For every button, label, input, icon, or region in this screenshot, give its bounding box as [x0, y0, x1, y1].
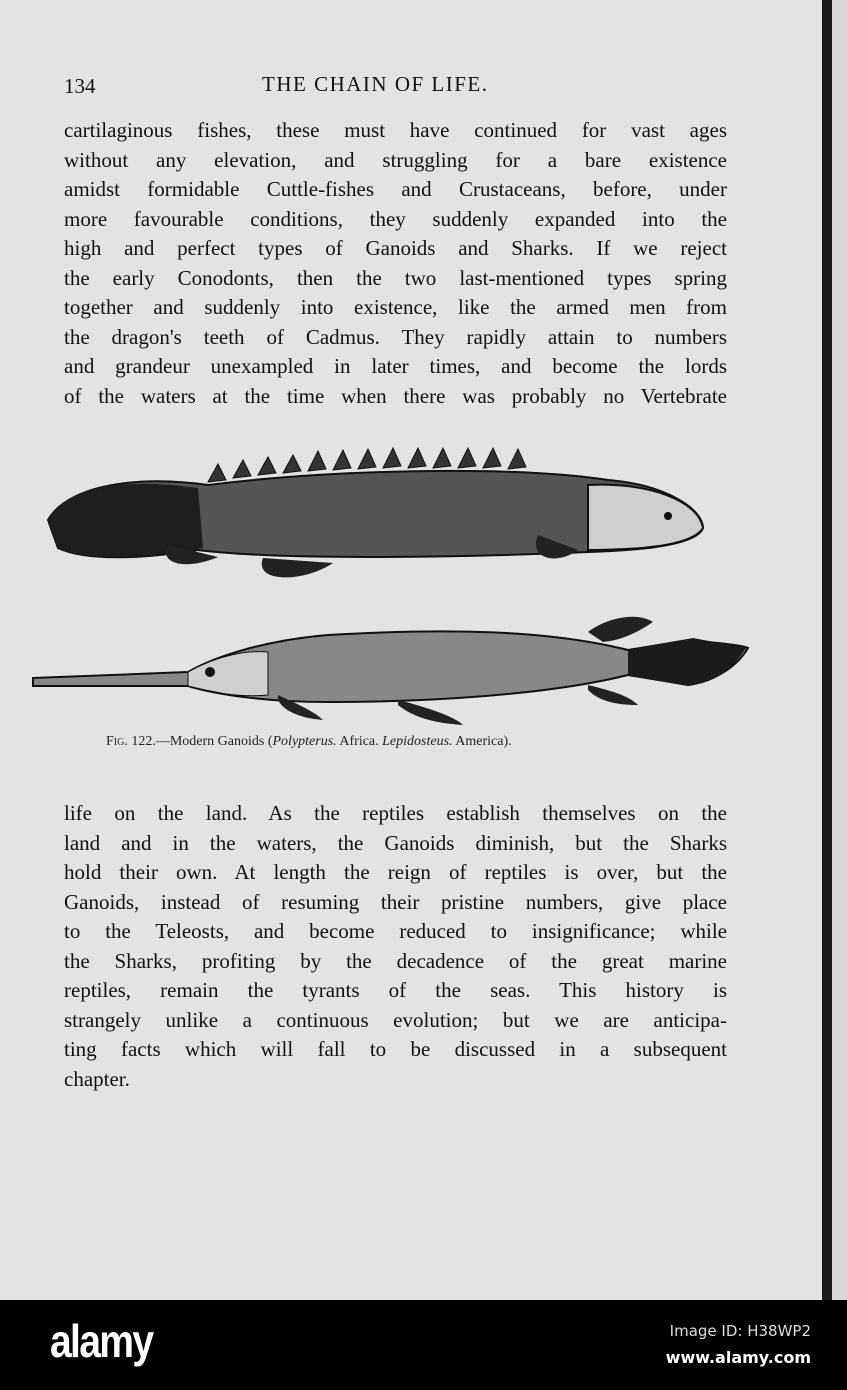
text-line: chapter. — [64, 1066, 130, 1091]
watermark-bar — [0, 1300, 847, 1390]
caption-place: Africa. — [336, 734, 383, 749]
text-line: the early Conodonts, then the two last-mentioned types spring — [64, 265, 727, 290]
page-edge — [822, 0, 832, 1300]
text-line: strangely unlike a continuous evolution; but we are anticipa- — [64, 1007, 727, 1032]
text-line: life on the land. As the reptiles establish themselves on the — [64, 801, 727, 825]
text-line: cartilaginous fishes, these must have continued for vast ages — [64, 118, 727, 142]
text-line: hold their own. At length the reign of reptiles is over, but the — [64, 860, 727, 884]
text-line: Ganoids, instead of resuming their pristine numbers, give place — [64, 889, 727, 914]
page-margin — [832, 0, 847, 1300]
caption-genus: Lepidosteus. — [382, 734, 453, 749]
lepidosteus-drawing — [33, 617, 748, 725]
alamy-logo: alamy — [50, 1315, 153, 1367]
text-line: the Sharks, profiting by the decadence of the great marine — [64, 948, 727, 973]
text-line: together and suddenly into existence, like the armed men from — [64, 295, 727, 319]
figure-caption — [106, 734, 512, 750]
caption-genus: Polypterus. — [272, 734, 337, 749]
text-line: more favourable conditions, they suddenly expanded into the — [64, 206, 727, 231]
text-line: high and perfect types of Ganoids and Sharks. If we reject — [64, 236, 727, 260]
text-line: without any elevation, and struggling for a bare existence — [64, 147, 727, 172]
text-line: ting facts which will fall to be discussed in a subsequent — [64, 1037, 727, 1061]
fish-illustration — [28, 440, 758, 730]
text-line: the dragon's teeth of Cadmus. They rapidly attain to numbers — [64, 324, 727, 349]
text-line: to the Teleosts, and become reduced to insignificance; while — [64, 919, 727, 943]
running-title: THE CHAIN OF LIFE. — [262, 72, 489, 96]
text-line: land and in the waters, the Ganoids diminish, but the Sharks — [64, 830, 727, 855]
page-number: 134 — [64, 74, 96, 98]
text-line: and grandeur unexampled in later times, and become the lords — [64, 354, 727, 378]
site-url: www.alamy.com — [665, 1348, 811, 1367]
text-line: reptiles, remain the tyrants of the seas. This history is — [64, 978, 727, 1002]
polypterus-drawing — [48, 448, 703, 577]
image-id: Image ID: H38WP2 — [669, 1322, 811, 1340]
text-line: amidst formidable Cuttle-fishes and Crustaceans, before, under — [64, 177, 727, 201]
caption-place: America). — [452, 734, 512, 749]
text-line: of the waters at the time when there was probably no Vertebrate — [64, 383, 727, 408]
caption-text: —Modern Ganoids ( — [155, 734, 273, 749]
paragraph-1 — [64, 116, 727, 411]
figure-label: Fig. 122. — [106, 734, 156, 749]
watermark-info — [666, 1322, 811, 1367]
paragraph-2 — [64, 799, 727, 1094]
